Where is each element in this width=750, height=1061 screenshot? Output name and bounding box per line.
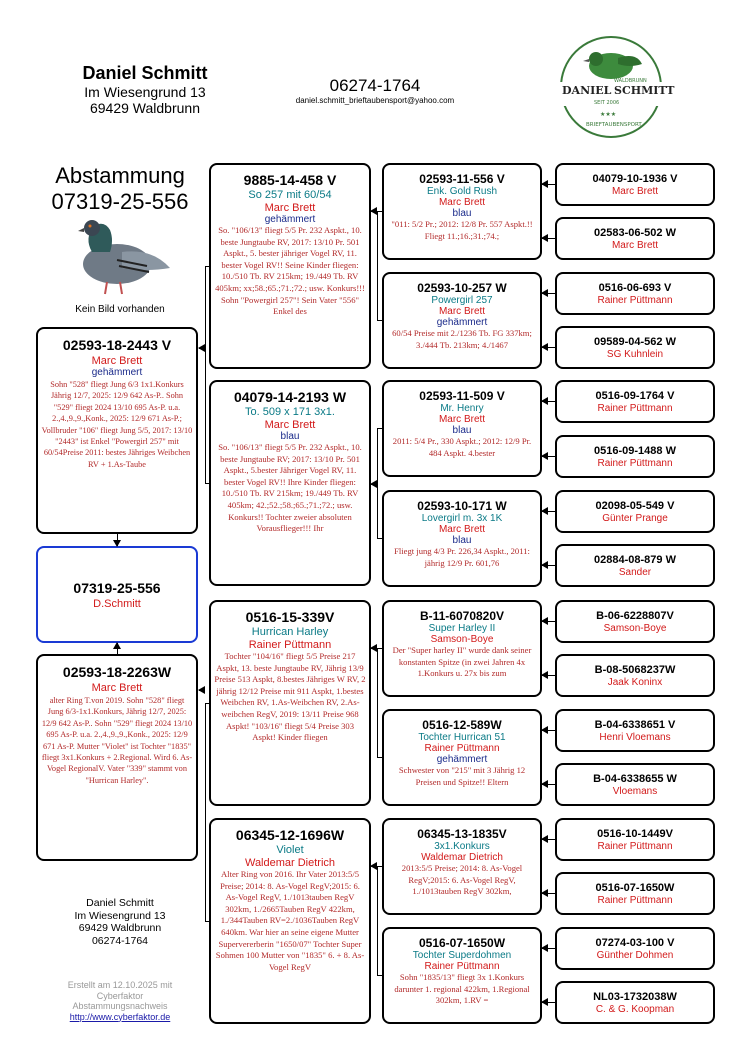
header-contact (270, 76, 480, 106)
gen2-desc: Tochter "104/16" fliegt 5/5 Preise 217 Aspkt, 13. beste Jungtaube RV, Jährig 13/9 Preise 513 Aspkt, 8.bestes Jähriges W RV, 2 jährig 12/12 Preise mit 911 Aspkt, 1.bestes Weibchen RV, 1.As-Weibchen RV, 2.As-weibchen RegV, 2019: 13/11 Preise 968 Aspkt! "103/16" fliegt 5/4 Preise 303 Aspkt! Kinder fliegen (214, 651, 366, 743)
pigeon-image (62, 212, 172, 300)
gen4-card-1[interactable] (555, 217, 715, 260)
subject-owner: D.Schmitt (93, 598, 141, 610)
sire-to-subject-arrow (117, 534, 118, 546)
gen4-owner: Vloemans (612, 786, 658, 797)
dam-to-subject-arrow (117, 643, 118, 654)
gen3-color: gehämmert (436, 754, 488, 765)
gen3-owner: Rainer Püttmann (424, 961, 500, 972)
gen4-ring: 02098-05-549 V (595, 500, 675, 512)
gen3-desc: Fliegt jung 4/3 Pr. 226,34 Aspkt., 2011: jährig 12/9 Pr. 601,76 (394, 546, 530, 568)
gen4-owner: SG Kuhnlein (606, 349, 664, 360)
footer-address (40, 897, 200, 947)
arrow-gen4 (542, 347, 555, 348)
sire-owner: Marc Brett (91, 355, 143, 367)
gen4-card-5[interactable] (555, 435, 715, 478)
connector (377, 866, 378, 975)
arrow-gen4 (542, 293, 555, 294)
gen3-desc: 2011: 5/4 Pr., 330 Aspkt.; 2012: 12/9 Pr. 484 Aspkt. 4.bester (392, 436, 532, 458)
gen2-color: blau (280, 431, 300, 442)
gen2-name: So 257 mit 60/54 (248, 189, 332, 201)
gen2-ring: 06345-12-1696W (235, 827, 345, 843)
gen2-desc: Alter Ring von 2016. Ihr Vater 2013:5/5 Preise; 2014: 8. As-Vogel RegV;2015: 6. As-Vogel RegV, 1./1013tauben RegV 302km, 1./2665Tauben RegV 422km, 1./344Tauben RV=2./1036Tauben RegV 640km. War hier an seine eigene Mutter Supervererberin "1650/07" Tochter Super Sohmen 100 Mutter von "1835" 6. + 8. As-Vogel RegV (215, 869, 365, 972)
gen2-ring: 04079-14-2193 W (233, 389, 347, 405)
gen3-card-7[interactable] (382, 927, 542, 1024)
gen4-owner: Rainer Püttmann (597, 403, 673, 414)
gen3-owner: Marc Brett (438, 524, 486, 535)
gen4-card-14[interactable] (555, 927, 715, 970)
title-ring: 07319-25-556 (51, 189, 189, 214)
dam-ring: 02593-18-2263W (62, 664, 172, 680)
gen4-ring: 02884-08-879 W (594, 554, 676, 566)
arrow-gen4 (542, 784, 555, 785)
header-phone: 06274-1764 (329, 76, 421, 95)
arrow-to-gen2-3 (371, 866, 377, 867)
header-address (60, 62, 230, 116)
club-logo (556, 32, 675, 142)
gen2-owner: Marc Brett (264, 202, 316, 214)
gen3-color: blau (452, 208, 472, 219)
footer-city: 69429 Waldbrunn (78, 922, 162, 934)
footer-credit (40, 980, 200, 1022)
gen3-ring: 0516-07-1650W (418, 936, 506, 950)
gen3-desc: Sohn "1835/13" fliegt 3x 1.Konkurs darunter 1. regional 422km, 1.Regional 302km, 1.RV = (394, 972, 530, 1006)
dam-owner: Marc Brett (91, 682, 143, 694)
gen3-card-4[interactable] (382, 600, 542, 697)
gen2-name: Violet (276, 844, 304, 856)
gen4-owner: Marc Brett (611, 240, 659, 251)
connector (205, 703, 206, 921)
gen4-ring: NL03-1732038W (593, 991, 677, 1003)
gen4-card-2[interactable] (555, 272, 715, 315)
gen4-owner: Günther Dohmen (596, 950, 674, 961)
gen4-card-0[interactable] (555, 163, 715, 206)
footer-phone: 06274-1764 (91, 934, 149, 947)
gen3-name: Super Harley II (428, 623, 496, 634)
svg-text:★★★: ★★★ (600, 111, 617, 118)
gen4-owner: Günter Prange (602, 513, 668, 524)
gen4-card-3[interactable] (555, 326, 715, 369)
gen4-ring: 02583-06-502 W (594, 227, 676, 239)
dam-card[interactable] (36, 654, 198, 861)
gen4-owner: Rainer Püttmann (597, 895, 673, 906)
connector (205, 266, 206, 483)
gen4-card-12[interactable] (555, 818, 715, 861)
gen2-owner: Waldemar Dietrich (244, 857, 336, 869)
arrow-gen4 (542, 238, 555, 239)
gen4-ring: B-04-6338655 W (593, 773, 677, 785)
gen4-owner: C. & G. Koopman (595, 1004, 675, 1015)
gen4-card-11[interactable] (555, 763, 715, 806)
connector (377, 320, 382, 321)
gen4-owner: Jaak Koninx (607, 677, 663, 688)
gen2-owner: Marc Brett (264, 419, 316, 431)
footer-street: Im Wiesengrund 13 (74, 909, 166, 922)
arrow-gen4 (542, 511, 555, 512)
gen4-card-7[interactable] (555, 544, 715, 587)
gen2-card-3[interactable] (209, 818, 371, 1024)
footer-tool2: Abstammungsnachweis (72, 1001, 168, 1011)
connector (377, 648, 378, 757)
gen2-card-0[interactable] (209, 163, 371, 369)
gen4-card-8[interactable] (555, 600, 715, 643)
gen4-card-9[interactable] (555, 654, 715, 697)
gen4-ring: 0516-06-693 V (598, 282, 672, 294)
gen3-name: 3x1.Konkurs (434, 841, 490, 852)
gen3-name: Mr. Henry (440, 403, 484, 414)
gen4-ring: 04079-10-1936 V (592, 173, 678, 185)
footer-created: Erstellt am 12.10.2025 mit (67, 980, 173, 990)
header-street: Im Wiesengrund 13 (84, 84, 206, 100)
gen3-ring: 0516-12-589W (422, 718, 502, 732)
gen4-ring: B-08-5068237W (594, 664, 676, 676)
header-name: Daniel Schmitt (82, 63, 208, 83)
svg-text:SCHMITT: SCHMITT (614, 84, 675, 97)
arrow-gen4 (542, 730, 555, 731)
title-label: Abstammung (55, 163, 185, 188)
gen3-desc: Der "Super harley II" wurde dank seiner konstanten Spitze (in zwei Jahren 4x 1.Konkurs u. 27x bis zum (392, 645, 532, 679)
sire-card[interactable] (36, 327, 198, 534)
gen3-ring: 06345-13-1835V (417, 827, 507, 841)
gen2-color: gehämmert (264, 214, 316, 225)
gen4-card-6[interactable] (555, 490, 715, 533)
connector (205, 483, 209, 484)
gen4-ring: 0516-07-1650W (595, 882, 675, 894)
gen3-desc: 2013:5/5 Preise; 2014: 8. As-Vogel RegV;2015: 6. As-Vogel RegV, 1./1013tauben RegV 302km, (401, 863, 523, 897)
footer-tool: Cyberfaktor (96, 990, 144, 1001)
svg-text:SEIT 2006: SEIT 2006 (594, 100, 620, 106)
connector (377, 538, 382, 539)
connector (377, 211, 378, 320)
arrow-gen4 (542, 621, 555, 622)
sire-ring: 02593-18-2443 V (62, 337, 172, 353)
gen3-card-3[interactable] (382, 490, 542, 587)
gen4-owner: Sander (618, 567, 652, 578)
gen2-name: To. 509 x 171 3x1. (245, 406, 335, 418)
footer-name: Daniel Schmitt (86, 897, 154, 909)
header-city: 69429 Waldbrunn (89, 100, 200, 116)
arrow-gen4 (542, 456, 555, 457)
subject-card[interactable] (36, 546, 198, 643)
gen3-card-2[interactable] (382, 380, 542, 477)
dam-desc: alter Ring T.von 2019. Sohn "528" fliegt Jung 6/3-1x1.Konkurs, Jährig 12/7, 2025: 12/9 642 As-P.. Sohn "529" fliegt 2024 13/10 695 As-P. u.a. 2.,4.,9.,9.,Konk., 2025: 12/9 671 As-P. Mutter "Violet" ist Tochter "1835" fliegt 3x1.Konkurs + 2.Regional. Wird 6. As-Vogel RegionalV. Vater "339" stammt von "Hurrican Harley". (41, 696, 193, 785)
gen3-ring: 02593-11-556 V (419, 172, 505, 186)
arrow-to-gen2-1 (371, 484, 377, 485)
gen3-owner: Marc Brett (438, 306, 486, 317)
pigeon-icon (62, 212, 172, 300)
gen3-color: blau (452, 535, 472, 546)
gen3-ring: 02593-11-509 V (419, 389, 505, 403)
gen4-ring: 0516-09-1488 W (594, 445, 676, 457)
footer-link[interactable]: http://www.cyberfaktor.de (69, 1011, 171, 1022)
connector (377, 428, 378, 538)
gen4-owner: Henri Vloemans (599, 732, 671, 743)
no-image-note: Kein Bild vorhanden (75, 304, 165, 315)
connector (377, 975, 382, 976)
gen4-owner: Rainer Püttmann (597, 458, 673, 469)
gen3-owner: Rainer Püttmann (424, 743, 500, 754)
header-email[interactable]: daniel.schmitt_brieftaubensport@yahoo.com (295, 96, 455, 105)
gen2-desc: So. "106/13" fliegt 5/5 Pr. 232 Aspkt., 10. beste Jungtaube RV, 2017: 13/10 Pr. 501 Aspkt., 5. bester jähriger Vogel RV, 11. bester Vogel RV!! Seine Kinder fliegen: 10./510 Tb. RV 215km; 19./449 Tb. RV 405km; xx;58.;65.;71.;72.; usw. Konkurs!!! Sohn "Powergirl 257"! Sein Vater "556" Enkel des (215, 225, 365, 317)
gen3-name: Enk. Gold Rush (426, 186, 498, 197)
gen2-ring: 0516-15-339V (245, 609, 335, 625)
gen3-card-6[interactable] (382, 818, 542, 915)
gen3-name: Tochter Hurrican 51 (418, 732, 506, 743)
gen3-owner: Samson-Boye (430, 634, 494, 645)
gen4-card-4[interactable] (555, 380, 715, 423)
gen4-owner: Samson-Boye (603, 623, 667, 634)
arrow-gen4 (542, 1002, 555, 1003)
gen4-ring: B-04-6338651 V (594, 719, 676, 731)
arrow-gen4 (542, 948, 555, 949)
gen3-desc: Schwester von "215" mit 3 Jährig 12 Preisen und Spitze!! Eltern (398, 765, 526, 787)
arrow-gen4 (542, 893, 555, 894)
sire-desc: Sohn "528" fliegt Jung 6/3 1x1.Konkurs Jährig 12/7, 2025: 12/9 642 As-P.. Sohn "529" fliegt 2024 13/10 695 As-P. u.a. 2.,4.,9.,9.,Konk., 2025: 12/9 671 As-P.; Vollbruder "106" fliegt Jung 5/5, 2017: 13/10 "2443" ist Enkel "Powergirl 257" mit 60/54Preise 2011: bestes Jähriges Weibchen RV + 1.As-Taube (41, 380, 193, 469)
sire-color: gehämmert (91, 367, 143, 378)
svg-text:BRIEFTAUBENSPORT: BRIEFTAUBENSPORT (586, 122, 642, 128)
gen2-desc: So. "106/13" fliegt 5/5 Pr. 232 Aspkt., 10. beste Jungtaube RV; 2017: 13/10 Pr. 501 Aspkt., 5.bester Jähriger Vogel RV, 11. bester Vogel RV!! Ihre Kinder fliegen: 10./510 Tb. RV 215km; 19./449 Tb. RV 405km; 42.;52.;58.;65.;71.;72.; usw. Konkurs!! Tochter zweier absoluten Vorausflieger!!! Ihr (218, 442, 362, 534)
arrow-gen4 (542, 401, 555, 402)
gen3-name: Lovergirl m. 3x 1K (421, 513, 503, 524)
arrow-to-dam (199, 690, 205, 691)
gen3-desc: 60/54 Preise mit 2./1236 Tb. FG 337km; 3./444 Tb. 213km; 4./1467 (392, 328, 532, 350)
gen4-ring: 0516-10-1449V (597, 828, 673, 840)
gen3-owner: Marc Brett (438, 197, 486, 208)
gen4-card-15[interactable] (555, 981, 715, 1024)
gen3-ring: 02593-10-171 W (417, 499, 507, 513)
gen2-card-1[interactable] (209, 380, 371, 586)
gen4-owner: Rainer Püttmann (597, 841, 673, 852)
gen3-owner: Waldemar Dietrich (421, 852, 503, 863)
gen4-ring: 0516-09-1764 V (595, 390, 675, 402)
gen3-card-0[interactable] (382, 163, 542, 260)
gen3-card-1[interactable] (382, 272, 542, 369)
gen3-ring: B-11-6070820V (419, 609, 505, 623)
arrow-gen4 (542, 675, 555, 676)
gen3-desc: "011: 5/2 Pr.; 2012: 12/8 Pr. 557 Aspkt.!! Fliegt 11.;16.;31.;74.; (391, 219, 533, 241)
gen4-ring: B-06-6228807V (596, 610, 674, 622)
arrow-gen4 (542, 565, 555, 566)
connector (205, 921, 209, 922)
gen4-owner: Rainer Püttmann (597, 295, 673, 306)
gen3-ring: 02593-10-257 W (417, 281, 507, 295)
gen4-owner: Marc Brett (611, 186, 659, 197)
gen3-color: gehämmert (436, 317, 488, 328)
svg-text:DANIEL: DANIEL (562, 84, 612, 97)
pedigree-title (40, 163, 200, 215)
gen3-name: Tochter Superdohmen (412, 950, 512, 961)
gen4-ring: 09589-04-562 W (594, 336, 676, 348)
gen3-card-5[interactable] (382, 709, 542, 806)
gen3-owner: Marc Brett (438, 414, 486, 425)
connector (377, 757, 382, 758)
arrow-gen4 (542, 839, 555, 840)
subject-ring: 07319-25-556 (73, 580, 161, 596)
gen4-card-10[interactable] (555, 709, 715, 752)
gen4-card-13[interactable] (555, 872, 715, 915)
arrow-gen4 (542, 184, 555, 185)
pigeon-logo-icon (556, 32, 675, 142)
gen2-name: Hurrican Harley (251, 626, 329, 638)
arrow-to-sire (199, 348, 205, 349)
gen3-name: Powergirl 257 (431, 295, 493, 306)
gen2-card-2[interactable] (209, 600, 371, 806)
gen3-color: blau (452, 425, 472, 436)
arrow-to-gen2-2 (371, 648, 377, 649)
gen2-owner: Rainer Püttmann (248, 639, 332, 651)
arrow-to-gen2-0 (371, 211, 377, 212)
gen4-ring: 07274-03-100 V (595, 937, 675, 949)
svg-text:WALDBRUNN: WALDBRUNN (614, 78, 647, 84)
gen2-ring: 9885-14-458 V (243, 172, 337, 188)
